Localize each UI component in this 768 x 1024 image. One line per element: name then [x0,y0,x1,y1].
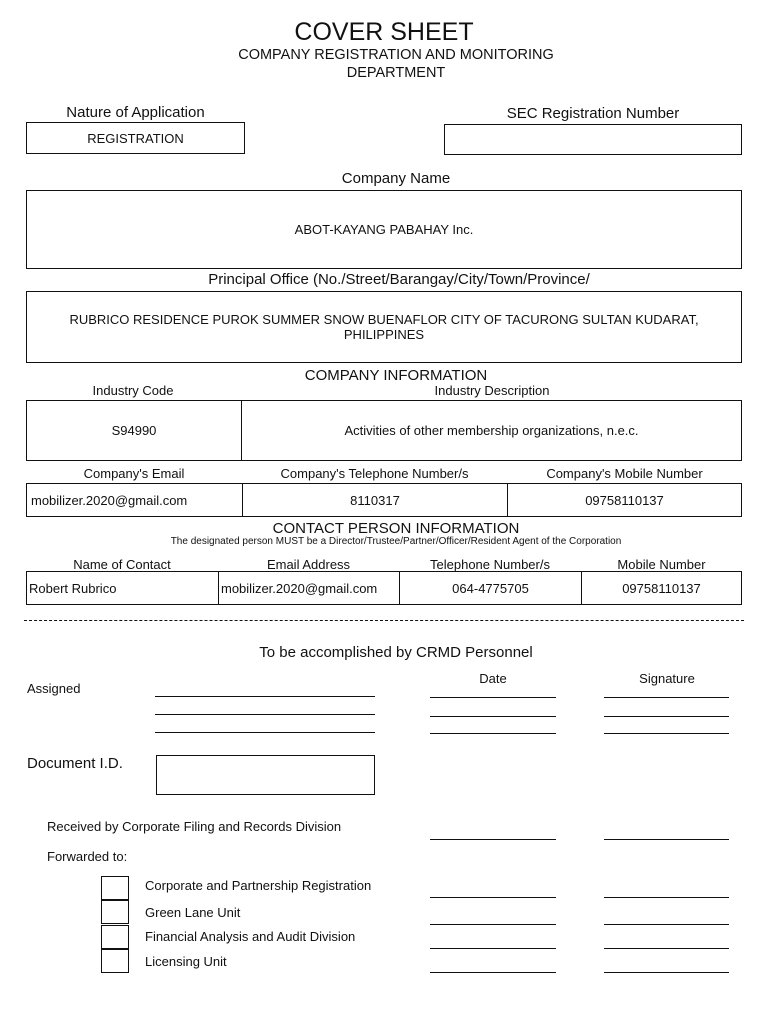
industry-description-field[interactable] [241,400,742,461]
forward-date-line-1[interactable] [430,897,556,898]
company-name-value: ABOT-KAYANG PABAHAY Inc. [294,222,474,237]
date-column-label: Date [479,671,507,686]
contact-email-value: mobilizer.2020@gmail.com [221,580,378,596]
contact-mobile-label: Mobile Number [617,557,706,572]
contact-person-heading: CONTACT PERSON INFORMATION [272,520,520,537]
department-line-2: DEPARTMENT [346,65,446,81]
contact-mobile-value: 09758110137 [622,580,701,596]
assigned-signature-line-1[interactable] [604,697,729,698]
company-telephone-field[interactable] [242,483,508,517]
forward-date-line-4[interactable] [430,972,556,973]
principal-office-line-1: RUBRICO RESIDENCE PUROK SUMMER SNOW BUENAFLOR CITY OF TACURONG SULTAN KUDARAT, [69,312,699,327]
forwarded-label: Forwarded to: [47,849,128,864]
assigned-date-line-2[interactable] [430,716,556,717]
contact-person-note: The designated person MUST be a Director/Trustee/Partner/Officer/Resident Agent of the Corporation [170,536,622,547]
sec-registration-label: SEC Registration Number [506,105,680,122]
company-mobile-value: 09758110137 [585,492,664,508]
document-id-label: Document I.D. [27,755,123,772]
checkbox-corporate-partnership[interactable] [101,876,129,900]
nature-of-application-value: REGISTRATION [87,130,184,146]
industry-code-value: S94990 [111,423,157,438]
forward-item-licensing: Licensing Unit [145,954,227,969]
checkbox-green-lane[interactable] [101,900,129,924]
signature-column-label: Signature [639,671,695,686]
department-line-1: COMPANY REGISTRATION AND MONITORING [238,47,554,63]
forward-date-line-2[interactable] [430,924,556,925]
section-divider [24,620,744,621]
contact-name-value: Robert Rubrico [29,580,117,596]
assigned-date-line-3[interactable] [430,733,556,734]
company-mobile-field[interactable] [507,483,742,517]
principal-office-line-2: PHILIPPINES [343,327,425,342]
forward-signature-line-4[interactable] [604,972,729,973]
nature-of-application-label: Nature of Application [66,104,205,121]
sec-registration-field[interactable] [444,124,742,155]
assigned-date-line-1[interactable] [430,697,556,698]
company-email-value: mobilizer.2020@gmail.com [31,492,188,508]
forward-item-financial-analysis: Financial Analysis and Audit Division [145,929,356,944]
company-name-label: Company Name [341,170,451,187]
industry-description-label: Industry Description [434,383,550,398]
assigned-name-line-2[interactable] [155,714,375,715]
received-signature-line[interactable] [604,839,729,840]
industry-description-value: Activities of other membership organizations, n.e.c. [344,423,639,438]
received-label: Received by Corporate Filing and Records Division [47,819,342,834]
received-date-line[interactable] [430,839,556,840]
crmd-heading: To be accomplished by CRMD Personnel [259,644,533,661]
company-email-field[interactable] [26,483,243,517]
checkbox-financial-analysis[interactable] [101,925,129,949]
industry-code-label: Industry Code [92,383,174,398]
industry-code-field[interactable] [26,400,242,461]
assigned-signature-line-2[interactable] [604,716,729,717]
company-name-field[interactable] [26,190,742,269]
assigned-name-line-1[interactable] [155,696,375,697]
nature-of-application-field[interactable] [26,122,245,154]
forward-item-green-lane: Green Lane Unit [145,905,241,920]
contact-telephone-value: 064-4775705 [452,580,529,596]
contact-email-field[interactable] [218,571,400,605]
contact-mobile-field[interactable] [581,571,742,605]
page-title: COVER SHEET [294,18,474,46]
company-mobile-label: Company's Mobile Number [546,466,703,481]
principal-office-label: Principal Office (No./Street/Barangay/City/Town/Province/ [208,271,590,288]
principal-office-field[interactable] [26,291,742,363]
company-telephone-label: Company's Telephone Number/s [280,466,469,481]
contact-name-field[interactable] [26,571,219,605]
company-email-label: Company's Email [83,466,185,481]
company-telephone-value: 8110317 [350,492,400,508]
forward-item-corporate-partnership: Corporate and Partnership Registration [145,878,372,893]
contact-name-label: Name of Contact [73,557,171,572]
forward-date-line-3[interactable] [430,948,556,949]
contact-telephone-label: Telephone Number/s [430,557,550,572]
company-information-heading: COMPANY INFORMATION [304,367,488,384]
forward-signature-line-2[interactable] [604,924,729,925]
assigned-name-line-3[interactable] [155,732,375,733]
assigned-signature-line-3[interactable] [604,733,729,734]
forward-signature-line-1[interactable] [604,897,729,898]
contact-email-label: Email Address [266,557,351,572]
document-id-field[interactable] [156,755,375,795]
checkbox-licensing[interactable] [101,949,129,973]
contact-telephone-field[interactable] [399,571,582,605]
forward-signature-line-3[interactable] [604,948,729,949]
assigned-label: Assigned [27,681,81,696]
